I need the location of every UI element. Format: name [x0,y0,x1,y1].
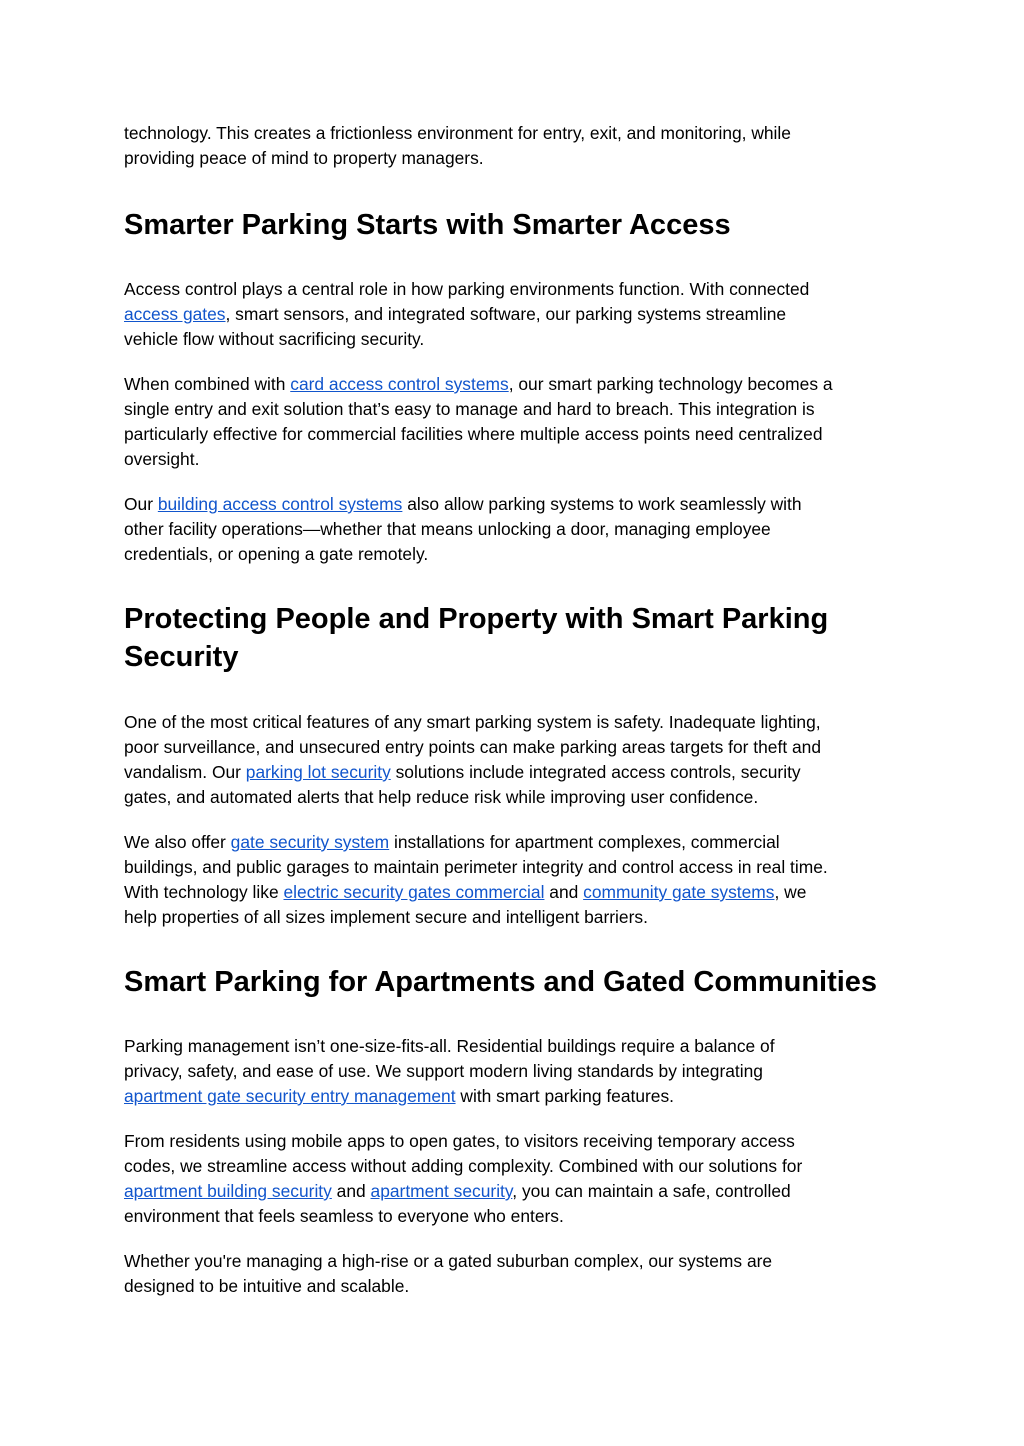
link-community-gate-systems[interactable]: community gate systems [583,882,775,902]
text-line: apartment building security and apartment security, you can maintain a safe, controlled [124,1181,791,1201]
link-building-access-control-systems[interactable]: building access control systems [157,494,403,514]
s1-paragraph-1 [124,277,904,352]
text-line: When combined with card access control systems, our smart parking technology becomes a [124,374,833,394]
text-line: vandalism. Our parking lot security solutions include integrated access controls, security [124,762,801,782]
text-line: single entry and exit solution that’s easy to manage and hard to breach. This integration is [124,399,815,419]
s1-paragraph-3 [124,492,904,567]
text-line: With technology like electric security gates commercial and community gate systems, we [124,882,807,902]
text-line: help properties of all sizes implement secure and intelligent barriers. [124,907,648,927]
text-line: particularly effective for commercial facilities where multiple access points need centralized [124,424,823,444]
section-heading-protecting-people: Protecting People and Property with Smart Parking Security [124,603,829,673]
text-line: One of the most critical features of any smart parking system is safety. Inadequate lighting, [124,712,821,732]
text-line: buildings, and public garages to maintain perimeter integrity and control access in real time. [124,857,828,877]
text-line: technology. This creates a frictionless environment for entry, exit, and monitoring, while [124,123,791,143]
link-parking-lot-security[interactable]: parking lot security [245,762,391,782]
text-line: providing peace of mind to property managers. [124,148,484,168]
section-heading-smarter-access: Smarter Parking Starts with Smarter Access [124,209,731,241]
text-line: access gates, smart sensors, and integrated software, our parking systems streamline [124,304,787,324]
s3-paragraph-2 [124,1129,904,1229]
s2-paragraph-2 [124,830,904,930]
text-line: vehicle flow without sacrificing security. [124,329,425,349]
link-apartment-building-security[interactable]: apartment building security [124,1181,332,1201]
text-line: We also offer gate security system installations for apartment complexes, commercial [124,832,780,852]
link-electric-security-gates-commercial[interactable]: electric security gates commercial [283,882,545,902]
document-page [124,121,904,1319]
text-line: codes, we streamline access without adding complexity. Combined with our solutions for [124,1156,803,1176]
link-gate-security-system[interactable]: gate security system [230,832,390,852]
text-line: credentials, or opening a gate remotely. [124,544,429,564]
link-apartment-security[interactable]: apartment security [370,1181,513,1201]
text-line: apartment gate security entry management with smart parking features. [124,1086,674,1106]
text-line: Parking management isn’t one-size-fits-all. Residential buildings require a balance of [124,1036,775,1056]
text-line: other facility operations—whether that means unlocking a door, managing employee [124,519,771,539]
s1-paragraph-2 [124,372,904,472]
section-heading-apartments: Smart Parking for Apartments and Gated Communities [124,966,878,998]
text-line: privacy, safety, and ease of use. We support modern living standards by integrating [124,1061,763,1081]
s3-paragraph-3 [124,1249,904,1299]
text-line: environment that feels seamless to everyone who enters. [124,1206,564,1226]
text-line: Our building access control systems also allow parking systems to work seamlessly with [124,494,802,514]
text-line: poor surveillance, and unsecured entry points can make parking areas targets for theft and [124,737,821,757]
text-line: Whether you're managing a high-rise or a gated suburban complex, our systems are [124,1251,773,1271]
link-apartment-gate-security-entry-management[interactable]: apartment gate security entry management [124,1086,456,1106]
text-line: From residents using mobile apps to open gates, to visitors receiving temporary access [124,1131,795,1151]
s3-paragraph-1 [124,1034,904,1109]
link-card-access-control-systems[interactable]: card access control systems [290,374,509,394]
s2-paragraph-1 [124,710,904,810]
intro-paragraph [124,121,904,171]
text-line: gates, and automated alerts that help reduce risk while improving user confidence. [124,787,759,807]
text-line: oversight. [124,449,200,469]
text-line: Access control plays a central role in how parking environments function. With connected [124,279,810,299]
link-access-gates[interactable]: access gates [124,304,226,324]
text-line: designed to be intuitive and scalable. [124,1276,410,1296]
